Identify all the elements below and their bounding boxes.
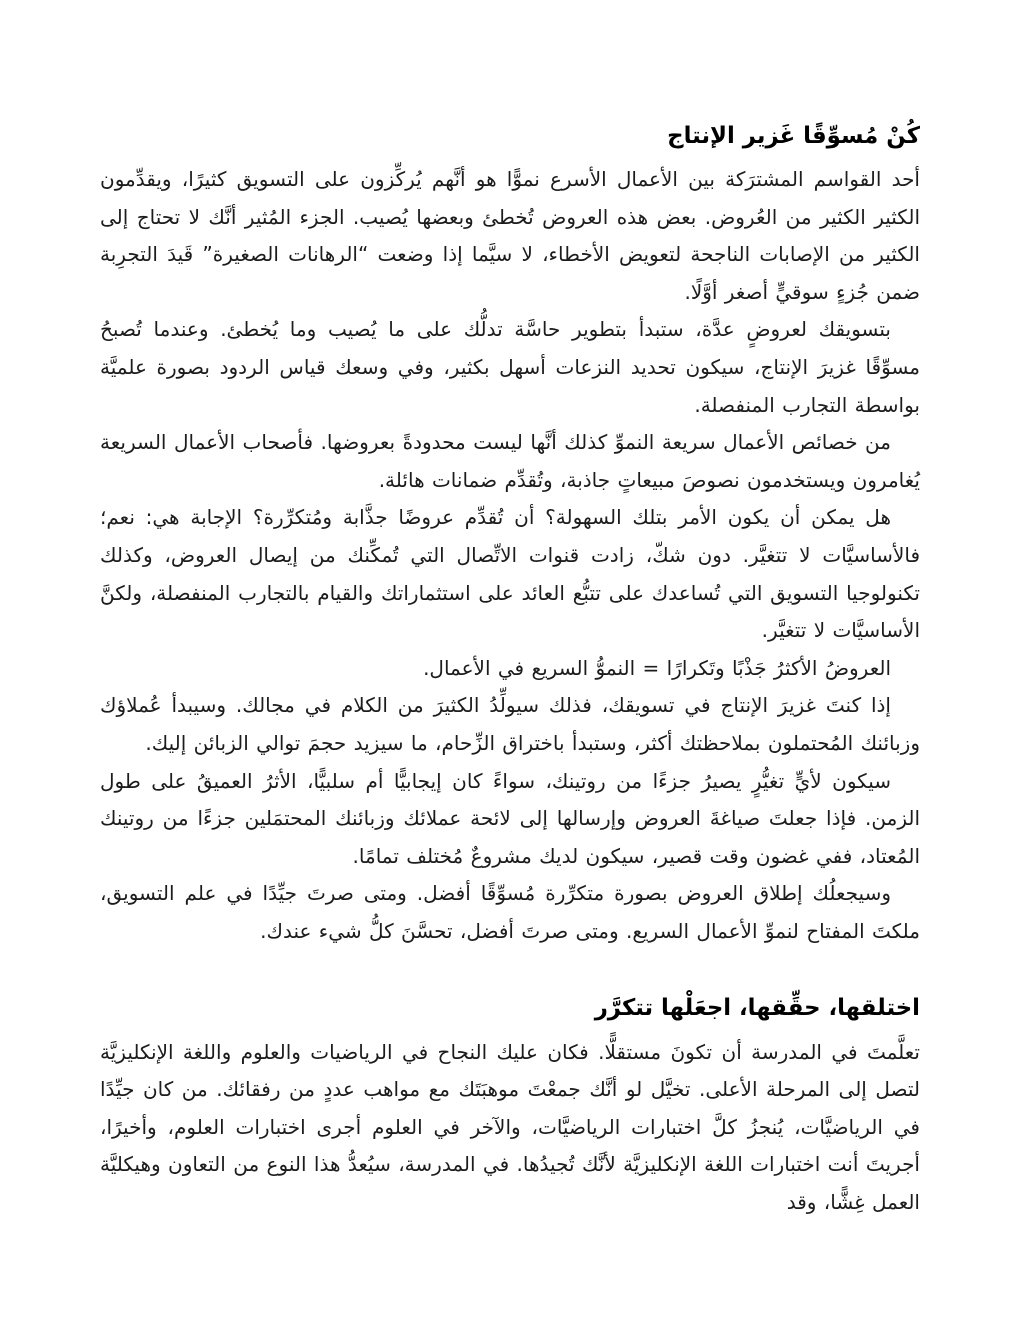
section-heading-make-it-repeat: اختلقها، حقِّقها، اجعَلْها تتكرَّر [594, 995, 920, 1022]
section-prolific-marketer [100, 120, 920, 950]
paragraph: سيكون لأيٍّ تغيُّرٍ يصيرُ جزءًا من روتينك، سواءً كان إيجابيًّا أم سلبيًّا، الأثرُ العميقُ على طول الزمن. فإذا جعلتَ صياغةَ العروض وإرسالها إلى لائحة عملائك وزبائنك المحتمَلين جزءًا من روتينك المُعتاد، ففي غضون وقت قصير، سيكون لديك مشروعٌ مُختلف تمامًا. [100, 768, 920, 868]
paragraph: أحد القواسم المشترَكة بين الأعمال الأسرع نموًّا هو أنَّهم يُركِّزون على التسويق كثيرًا، ويقدِّمون الكثير الكثير من العُروض. بعض هذه العروض تُخطئ وبعضها يُصيب. الجزء المُثير أنَّك لا تحتاج إلى الكثير من الإصابات الناجحة لتعويض الأخطاء، لا سيَّما إذا وضعت “الرهانات الصغيرة” قَيدَ التجرِبة ضمن جُزءٍ سوقيٍّ أصغر أوَّلًا. [100, 167, 920, 304]
paragraph: تعلَّمتَ في المدرسة أن تكونَ مستقلًّا. فكان عليك النجاح في الرياضيات والعلوم واللغة الإنكليزيَّة لتصل إلى المرحلة الأعلى. تخيَّل لو أنَّك جمعْتَ موهبَتَك مع مواهب عددٍ من رفقائك. من كان جيِّدًا في الرياضيَّات، يُنجزُ كلَّ اختبارات الرياضيَّات، والآخر في العلوم أجرى اختبارات العلوم، وأخيرًا، أجريتَ أنت اختبارات اللغة الإنكليزيَّة لأنَّك تُجيدُها. في المدرسة، سيُعدُّ هذا النوع من التعاون وهيكليَّة العمل غِشًّا، وقد [100, 1039, 920, 1214]
section-heading-prolific-marketer: كُنْ مُسوِّقًا غَزير الإنتاج [667, 123, 920, 149]
paragraph: هل يمكن أن يكون الأمر بتلك السهولة؟ أن تُقدِّم عروضًا جذَّابة ومُتكرِّرة؟ الإجابة هي: نعم؛ فالأساسيَّات لا تتغيَّر. دون شكّ، زادت قنوات الاتِّصال التي تُمكِّنك من إيصال العروض، وكذلك تكنولوجيا التسويق التي تُساعدك على تتبُّع العائد على استثماراتك والقيام بالتجارب المنفصلة، ولكنَّ الأساسيَّات لا تتغيَّر. [100, 505, 920, 643]
paragraph: وسيجعلُك إطلاق العروض بصورة متكرِّرة مُسوِّقًا أفضل. ومتى صرتَ جيِّدًا في علم التسويق، ملكتَ المفتاح لنموِّ الأعمال السريع. ومتى صرتَ أفضل، تحسَّنَ كلُّ شيء عندك. [100, 881, 920, 943]
paragraph: من خصائص الأعمال سريعة النموِّ كذلك أنَّها ليست محدودةً بعروضها. فأصحاب الأعمال السريعة يُغامرون ويستخدمون نصوصَ مبيعاتٍ جاذبة، وتُقدِّم ضمانات هائلة. [100, 430, 920, 492]
section-make-it-repeat [100, 992, 920, 1221]
paragraph-formula: العروضُ الأكثرُ جَذْبًا وتَكرارًا = النموُّ السريع في الأعمال. [423, 655, 891, 680]
paragraph: بتسويقك لعروضٍ عدَّة، ستبدأ بتطوير حاسَّة تدلُّك على ما يُصيب وما يُخطئ. وعندما تُصبحُ مسوِّقًا غزيرَ الإنتاج، سيكون تحديد النزعات أسهل بكثير، وفي وسعك قياس الردود بصورة علميَّة بواسطة التجارب المنفصلة. [100, 317, 920, 417]
paragraph: إذا كنتَ غزيرَ الإنتاج في تسويقك، فذلك سيولِّدُ الكثيرَ من الكلام في مجالك. وسيبدأ عُملاؤك وزبائنك المُحتملون بملاحظتك أكثر، وستبدأ باختراق الزِّحام، ما سيزيد حجمَ توالي الزبائن إليك. [100, 693, 920, 755]
